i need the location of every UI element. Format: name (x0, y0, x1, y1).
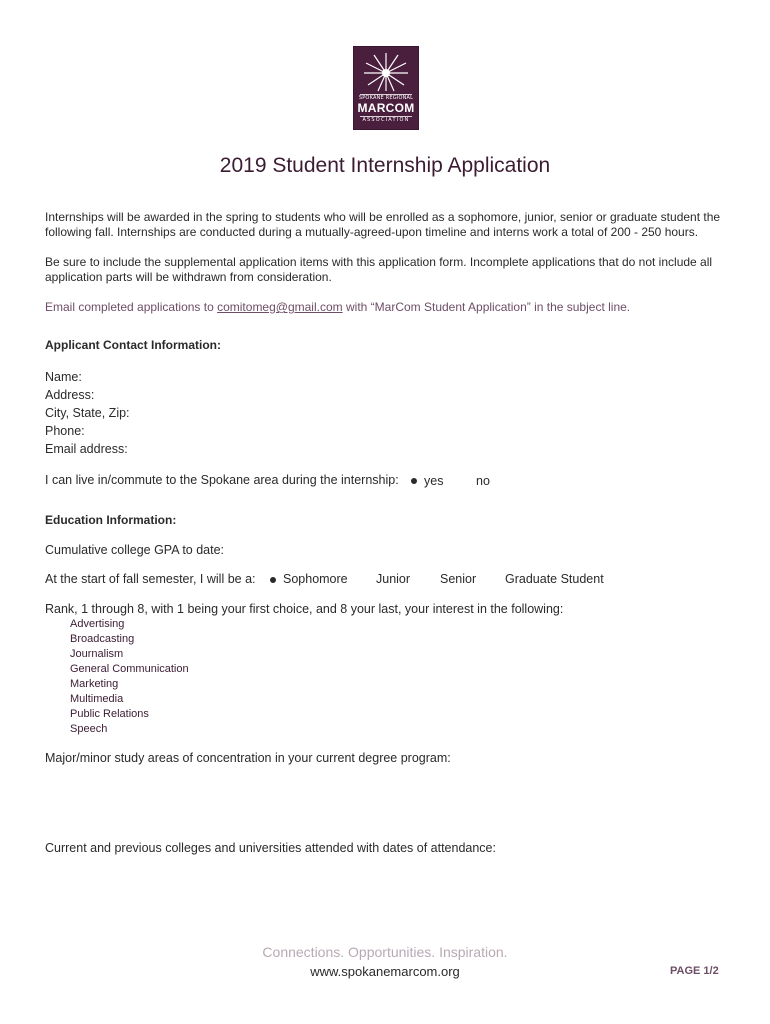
contact-heading: Applicant Contact Information: (45, 338, 221, 352)
rank-item-broadcasting: Broadcasting (70, 633, 135, 645)
starburst-logo-icon (362, 51, 410, 93)
rank-item-advertising: Advertising (70, 618, 125, 630)
colleges-label: Current and previous colleges and universities attended with dates of attendance: (45, 841, 496, 855)
rank-prompt: Rank, 1 through 8, with 1 being your first choice, and 8 your last, your interest in the following: (45, 602, 564, 616)
marcom-logo (353, 46, 419, 130)
address-field-label: Address: (45, 388, 95, 402)
logo-line-2: MARCOM (357, 101, 415, 115)
logo-divider (360, 116, 412, 117)
year-option-graduate[interactable]: Graduate Student (505, 572, 604, 586)
logo-line-3: ASSOCIATION (362, 117, 410, 123)
rank-item-marketing: Marketing (70, 678, 119, 690)
email-prefix: Email completed applications to (45, 300, 218, 314)
rank-item-speech: Speech (70, 723, 108, 735)
page-title: 2019 Student Internship Application (219, 154, 551, 177)
commute-yes-label: yes (424, 474, 444, 488)
education-heading: Education Information: (45, 513, 177, 527)
footer-tagline: Connections. Opportunities. Inspiration. (262, 944, 508, 960)
city-state-zip-field-label: City, State, Zip: (45, 406, 130, 420)
gpa-label: Cumulative college GPA to date: (45, 543, 225, 557)
year-sophomore-radio[interactable] (270, 577, 276, 583)
name-field-label: Name: (45, 370, 82, 384)
year-option-sophomore: Sophomore (283, 572, 348, 586)
major-label: Major/minor study areas of concentration in your current degree program: (45, 751, 451, 765)
commute-yes-radio[interactable] (411, 478, 417, 484)
phone-field-label: Phone: (45, 424, 85, 438)
year-option-junior[interactable]: Junior (376, 572, 411, 586)
email-instructions (45, 300, 735, 315)
email-suffix: with “MarCom Student Application” in the subject line. (342, 300, 631, 314)
commute-no-label[interactable]: no (476, 474, 490, 488)
rank-item-general-communication: General Communication (70, 663, 189, 675)
page-number: PAGE 1/2 (670, 965, 719, 977)
email-field-label: Email address: (45, 442, 128, 456)
year-option-senior[interactable]: Senior (440, 572, 477, 586)
intro-paragraph-2: Be sure to include the supplemental application items with this application form. Incomplete applications that do not include all application parts will be withdrawn from consideration. (45, 255, 713, 284)
intro-paragraph-1: Internships will be awarded in the spring to students who will be enrolled as a sophomore, junior, senior or graduate student the following fall. Internships are conducted during a mutually-agreed-upon timeline and interns work a total of 200 - 250 hours. (45, 210, 721, 239)
year-question: At the start of fall semester, I will be a: (45, 572, 256, 586)
email-link[interactable]: comitomeg@gmail.com (217, 300, 343, 314)
rank-item-public-relations: Public Relations (70, 708, 149, 720)
logo-line-1: SPOKANE REGIONAL (358, 95, 414, 101)
footer-website[interactable]: www.spokanemarcom.org (310, 964, 460, 979)
rank-item-multimedia: Multimedia (70, 693, 124, 705)
commute-question: I can live in/commute to the Spokane area during the internship: (45, 473, 399, 487)
rank-item-journalism: Journalism (70, 648, 124, 660)
